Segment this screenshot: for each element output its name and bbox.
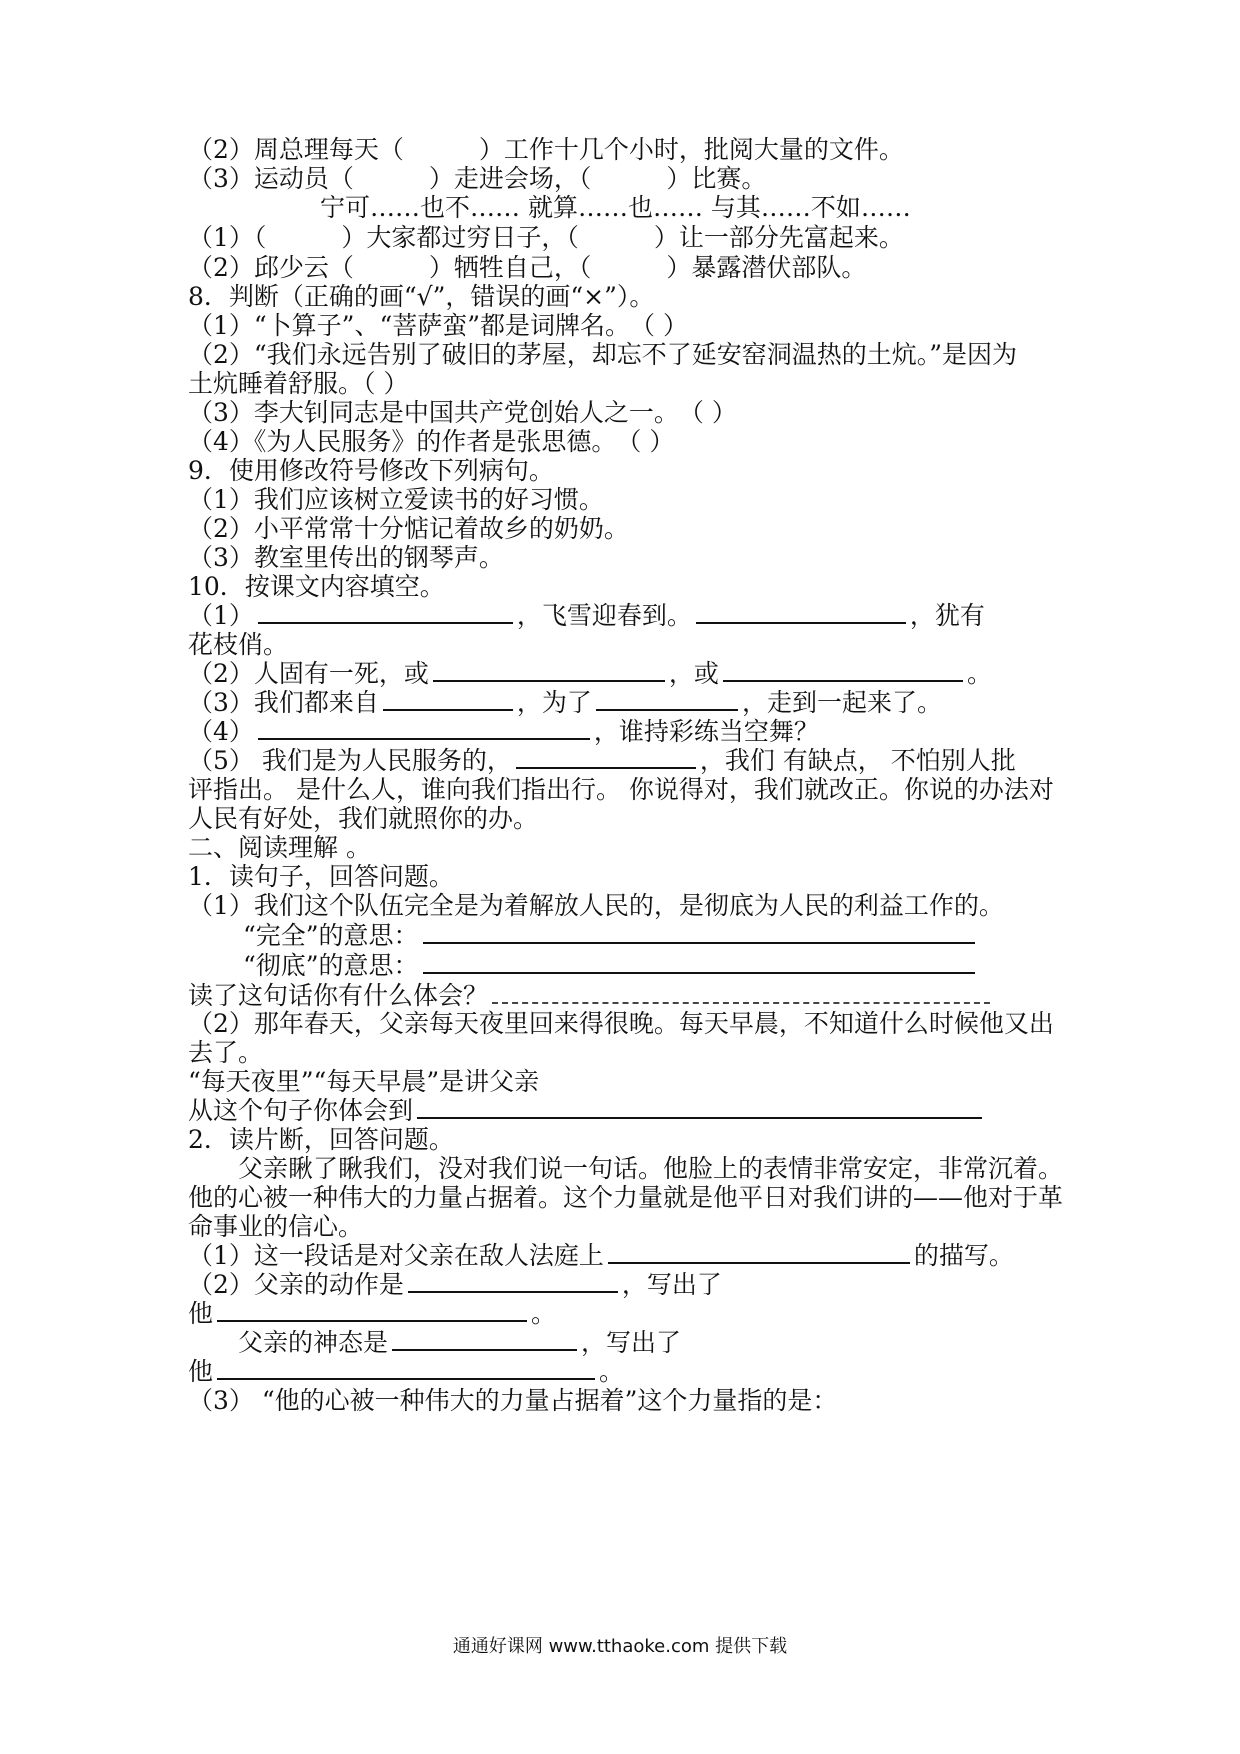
question-heading: 9．使用修改符号修改下列病句。 bbox=[188, 456, 554, 485]
text-line: （2）周总理每天（ ）工作十几个小时，批阅大量的文件。 bbox=[188, 135, 904, 164]
answer-line: 从这个句子你体会到 bbox=[188, 1095, 1088, 1127]
passage-line: 他的心被一种伟大的力量占据着。这个力量就是他平日对我们讲的——他对于革 bbox=[188, 1183, 1064, 1212]
text-line: 人民有好处，我们就照你的办。 bbox=[188, 804, 539, 833]
blank[interactable] bbox=[596, 687, 738, 711]
section-heading: 二、阅读理解 。 bbox=[188, 833, 371, 862]
answer-line: 父亲的神态是 ，写出了 bbox=[238, 1328, 682, 1357]
text-line: （3）李大钊同志是中国共产党创始人之一。 （ ） bbox=[188, 398, 737, 427]
passage-line: 父亲瞅了瞅我们，没对我们说一句话。他脸上的表情非常安定，非常沉着。 bbox=[238, 1154, 1064, 1183]
fill-line-2: （2）人固有一死，或 ，或 。 bbox=[188, 659, 992, 688]
passage-line: 命事业的信心。 bbox=[188, 1212, 364, 1241]
answer-line: “彻底”的意思： bbox=[243, 950, 1143, 982]
text-line: 去了。 bbox=[188, 1038, 264, 1067]
answer-line: （1）这一段话是对父亲在敌人法庭上 的描写。 bbox=[188, 1241, 1014, 1270]
fill-line-1: （1） ，飞雪迎春到。 ，犹有 bbox=[188, 601, 985, 630]
fill-line-4: （4） ，谁持彩练当空舞？ bbox=[188, 717, 819, 746]
text-line: （1）我们这个队伍完全是为着解放人民的，是彻底为人民的利益工作的。 bbox=[188, 891, 1004, 920]
answer-line: 读了这句话你有什么体会？ bbox=[188, 980, 1088, 1012]
blank[interactable] bbox=[696, 600, 906, 624]
question-heading: 1．读句子，回答问题。 bbox=[188, 862, 454, 891]
fill-line-5: （5） 我们是为人民服务的， ，我们 有缺点， 不怕别人批 bbox=[188, 746, 1016, 775]
blank[interactable] bbox=[408, 1269, 618, 1293]
blank[interactable] bbox=[492, 980, 990, 1004]
text-line: （2）邱少云（ ）牺牲自己，（ ）暴露潜伏部队。 bbox=[188, 253, 867, 282]
text-line: （2）“我们永远告别了破旧的茅屋，却忘不了延安窑洞温热的土炕。”是因为 bbox=[188, 340, 1017, 369]
blank[interactable] bbox=[516, 745, 696, 769]
blank[interactable] bbox=[608, 1240, 910, 1264]
blank[interactable] bbox=[258, 600, 513, 624]
blank[interactable] bbox=[258, 716, 590, 740]
text-line: （3） “他的心被一种伟大的力量占据着”这个力量指的是： bbox=[188, 1386, 838, 1415]
blank[interactable] bbox=[433, 658, 665, 682]
text-line: （2）小平常常十分惦记着故乡的奶奶。 bbox=[188, 514, 629, 543]
text-line: （1）“卜算子”、“菩萨蛮”都是词牌名。 （ ） bbox=[188, 311, 688, 340]
text-line: （1）我们应该树立爱读书的好习惯。 bbox=[188, 485, 604, 514]
blank[interactable] bbox=[417, 1095, 982, 1119]
text-line: （3）教室里传出的钢琴声。 bbox=[188, 543, 504, 572]
question-heading: 2．读片断，回答问题。 bbox=[188, 1125, 454, 1154]
connective-options: 宁可……也不…… 就算……也…… 与其……不如…… bbox=[320, 193, 911, 222]
answer-line: 他 。 bbox=[188, 1357, 625, 1386]
question-heading: 8．判断（正确的画“√”，错误的画“×”）。 bbox=[188, 282, 655, 311]
blank[interactable] bbox=[423, 920, 975, 944]
text-line: “每天夜里”“每天早晨”是讲父亲 bbox=[188, 1067, 540, 1096]
page-footer: 通通好课网 www.tthaoke.com 提供下载 bbox=[452, 1636, 788, 1657]
blank[interactable] bbox=[217, 1298, 527, 1322]
answer-line: 他 。 bbox=[188, 1299, 557, 1328]
answer-line: “完全”的意思： bbox=[243, 920, 1143, 952]
blank[interactable] bbox=[392, 1327, 577, 1351]
text-line: （3）运动员（ ）走进会场，（ ）比赛。 bbox=[188, 164, 767, 193]
text-line: 评指出。 是什么人，谁向我们指出行。 你说得对，我们就改正。你说的办法对 bbox=[188, 775, 1054, 804]
text-line: （2）那年春天，父亲每天夜里回来得很晚。每天早晨，不知道什么时候他又出 bbox=[188, 1009, 1054, 1038]
text-line: 土炕睡着舒服。（ ） bbox=[188, 369, 409, 398]
answer-line: （2）父亲的动作是 ，写出了 bbox=[188, 1270, 722, 1299]
blank[interactable] bbox=[383, 687, 513, 711]
text-line: 花枝俏。 bbox=[188, 630, 289, 659]
blank[interactable] bbox=[423, 950, 975, 974]
fill-line-3: （3）我们都来自 ，为了 ，走到一起来了。 bbox=[188, 688, 942, 717]
text-line: （4）《为人民服务》的作者是张思德。 （ ） bbox=[188, 427, 675, 456]
text-line: （1）（ ）大家都过穷日子，（ ）让一部分先富起来。 bbox=[188, 223, 904, 252]
question-heading: 10．按课文内容填空。 bbox=[188, 572, 445, 601]
blank[interactable] bbox=[723, 658, 963, 682]
blank[interactable] bbox=[217, 1356, 595, 1380]
